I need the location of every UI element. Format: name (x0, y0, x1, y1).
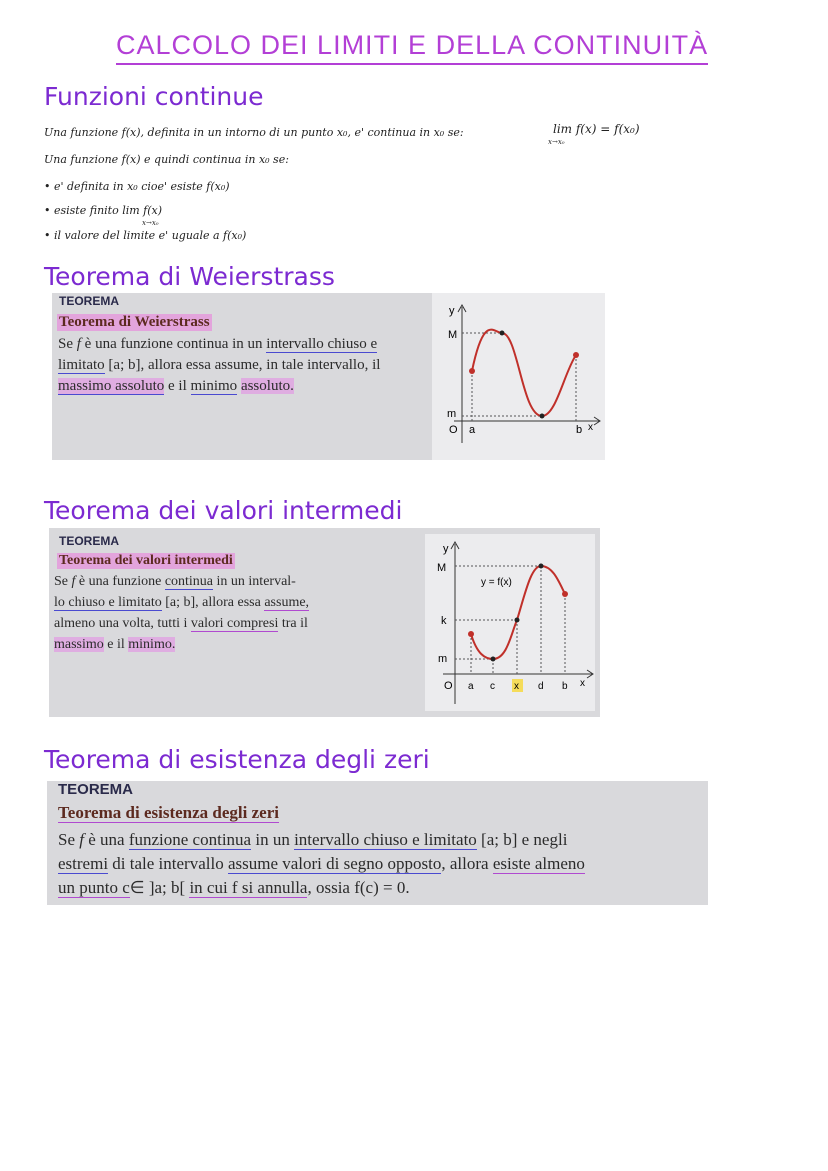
condition-limit-subscript: x→x₀ (142, 219, 159, 227)
condition-limit-equals-value: • il valore del limite e' uguale a f(x₀) (44, 229, 247, 242)
heading-intermediate-values: Teorema dei valori intermedi (44, 496, 403, 525)
max-label: M (437, 562, 447, 574)
intermediate-values-graph (425, 534, 595, 711)
d-label: d (538, 681, 544, 692)
zeros-theorem-box (47, 781, 708, 905)
k-label: k (441, 615, 447, 627)
axis-x-label: x (580, 678, 585, 689)
theorem-name: Teorema di esistenza degli zeri (58, 803, 279, 822)
min-label: m (447, 408, 457, 420)
theorem-label: TEOREMA (59, 534, 119, 548)
theorem-name: Teorema dei valori intermedi (59, 553, 233, 568)
c-label: c (490, 681, 495, 692)
theorem-label: TEOREMA (59, 294, 119, 308)
b-label: b (576, 424, 583, 436)
x-point-label: x (514, 681, 519, 692)
origin-label: O (444, 680, 453, 692)
axis-y-label: y (443, 543, 449, 555)
heading-continuous-functions: Funzioni continue (44, 82, 264, 111)
min-label: m (438, 653, 448, 665)
page-title: CALCOLO DEI LIMITI E DELLA CONTINUITÀ (116, 30, 708, 65)
weierstrass-graph (432, 293, 605, 460)
condition-defined: • e' definita in x₀ cioe' esiste f(x₀) (44, 180, 230, 193)
condition-finite-limit: • esiste finito lim f(x) (44, 204, 163, 217)
b-label: b (562, 681, 568, 692)
function-label: y = f(x) (481, 577, 512, 588)
weierstrass-theorem-box (52, 293, 605, 460)
a-label: a (469, 424, 476, 436)
theorem-statement: Se f è una funzione continua in un interval- lo chiuso e limitato [a; b], allora essa assume, almeno una volta, tutti i valori compresi tra il massimo e il minimo. (54, 574, 310, 652)
continuity-definition: Una funzione f(x), definita in un intorno di un punto x₀, e' continua in x₀ se: (44, 126, 464, 139)
intermediate-theorem-box (49, 528, 600, 717)
theorem-statement: Se f è una funzione continua in un intervallo chiuso e limitato [a; b], allora essa assume, in tale intervallo, il massimo assoluto e il minimo assoluto. (58, 336, 381, 394)
a-label: a (468, 681, 474, 692)
axis-x-label: x (588, 422, 593, 433)
limit-formula: lim f(x) = f(x₀) (553, 122, 640, 136)
origin-label: O (449, 424, 458, 436)
theorem-statement: Se f è una funzione continua in un intervallo chiuso e limitato [a; b] e negli estremi di tale intervallo assume valori di segno opposto, allora esiste almeno un punto c∈ ]a; b[ in cui f si annulla, ossia f(c) = 0. (58, 830, 585, 897)
theorem-name: Teorema di Weierstrass (59, 314, 210, 330)
max-label: M (448, 329, 458, 341)
axis-y-label: y (449, 305, 455, 317)
heading-zeros-theorem: Teorema di esistenza degli zeri (44, 745, 430, 774)
heading-weierstrass: Teorema di Weierstrass (44, 262, 335, 291)
continuity-conditions-intro: Una funzione f(x) e quindi continua in x₀ se: (44, 153, 289, 166)
limit-formula-subscript: x→x₀ (548, 138, 565, 146)
theorem-label: TEOREMA (58, 781, 133, 798)
